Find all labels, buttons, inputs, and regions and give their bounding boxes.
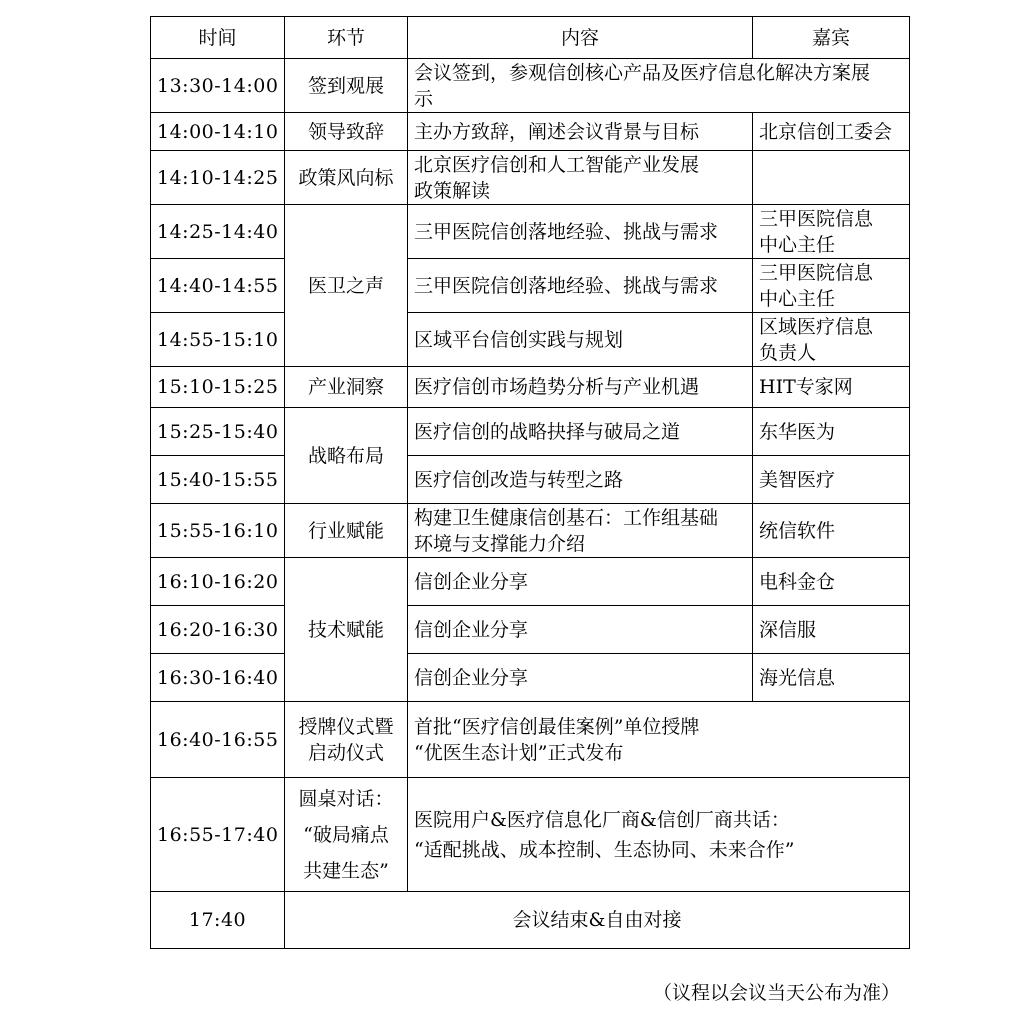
content-cell — [408, 456, 753, 504]
time-cell: 14:10-14:25 — [151, 151, 285, 205]
section-line: 启动仪式 — [307, 741, 384, 764]
content-line: 主办方致辞，阐述会议背景与目标 — [414, 120, 700, 143]
agenda-row — [151, 654, 910, 702]
section-cell: 领导致辞 — [285, 113, 408, 151]
guest-line: 北京信创工委会 — [759, 120, 893, 143]
content-line: 会议结束&自由对接 — [512, 909, 682, 931]
time-cell: 16:40-16:55 — [151, 702, 285, 778]
agenda-row — [151, 59, 910, 113]
guest-cell — [753, 367, 910, 408]
time-cell: 16:10-16:20 — [151, 558, 285, 606]
header-content: 内容 — [408, 17, 753, 59]
content-line: 信创企业分享 — [414, 666, 529, 689]
guest-cell — [753, 504, 910, 558]
guest-line: 海光信息 — [759, 666, 836, 689]
content-cell — [408, 654, 753, 702]
content-cell — [408, 205, 753, 259]
agenda-row — [151, 558, 910, 606]
content-cell — [408, 151, 753, 205]
guest-line: 统信软件 — [759, 519, 836, 542]
time-cell: 13:30-14:00 — [151, 59, 285, 113]
content-line: 北京医疗信创和人工智能产业发展 — [414, 153, 700, 176]
content-line: 医疗信创改造与转型之路 — [414, 468, 624, 491]
agenda-row — [151, 259, 910, 313]
section-cell: 行业赋能 — [285, 504, 408, 558]
guest-cell — [753, 313, 910, 367]
time-cell: 16:55-17:40 — [151, 778, 285, 892]
content-line: 示 — [414, 87, 434, 110]
guest-line: 东华医为 — [759, 420, 836, 443]
content-line: 区域平台信创实践与规划 — [414, 328, 624, 351]
section-cell — [285, 702, 408, 778]
content-line: 构建卫生健康信创基石：工作组基础 — [414, 506, 719, 529]
content-line: 会议签到，参观信创核心产品及医疗信息化解决方案展 — [414, 61, 871, 84]
guest-line: 深信服 — [759, 618, 817, 641]
content-line: 医院用户&医疗信息化厂商&信创厂商共话： — [414, 808, 790, 831]
guest-cell — [753, 456, 910, 504]
agenda-row — [151, 205, 910, 259]
section-cell: 签到观展 — [285, 59, 408, 113]
content-line: 首批“医疗信创最佳案例”单位授牌 — [414, 715, 700, 738]
agenda-row — [151, 408, 910, 456]
content-line: 政策解读 — [414, 179, 491, 202]
guest-line: 三甲医院信息 — [759, 207, 874, 230]
content-cell — [408, 59, 910, 113]
time-cell: 15:40-15:55 — [151, 456, 285, 504]
time-cell: 14:55-15:10 — [151, 313, 285, 367]
guest-line: 负责人 — [759, 341, 817, 364]
guest-cell — [753, 151, 910, 205]
agenda-row — [151, 113, 910, 151]
content-cell — [408, 113, 753, 151]
time-cell: 14:00-14:10 — [151, 113, 285, 151]
content-cell — [408, 778, 910, 892]
header-guest: 嘉宾 — [753, 17, 910, 59]
section-cell: 产业洞察 — [285, 367, 408, 408]
time-cell: 17:40 — [151, 892, 285, 949]
agenda-row — [151, 702, 910, 778]
content-cell — [408, 367, 753, 408]
content-cell — [408, 408, 753, 456]
content-line: “优医生态计划”正式发布 — [414, 741, 624, 764]
content-cell — [408, 702, 910, 778]
section-line: “破局痛点 — [303, 823, 389, 846]
guest-cell — [753, 408, 910, 456]
content-line: 信创企业分享 — [414, 570, 529, 593]
section-cell: 技术赋能 — [285, 558, 408, 702]
agenda-row — [151, 892, 910, 949]
content-line: 三甲医院信创落地经验、挑战与需求 — [414, 220, 719, 243]
guest-cell — [753, 654, 910, 702]
guest-cell — [753, 113, 910, 151]
time-cell: 15:25-15:40 — [151, 408, 285, 456]
content-line: 环境与支撑能力介绍 — [414, 532, 586, 555]
guest-line: 中心主任 — [759, 233, 836, 256]
content-line: 信创企业分享 — [414, 618, 529, 641]
agenda-note: （议程以会议当天公布为准） — [652, 982, 900, 1004]
section-cell: 医卫之声 — [285, 205, 408, 367]
agenda-row — [151, 367, 910, 408]
guest-line: 中心主任 — [759, 287, 836, 310]
content-line: 三甲医院信创落地经验、挑战与需求 — [414, 274, 719, 297]
guest-line: 电科金仓 — [759, 570, 836, 593]
agenda-row — [151, 504, 910, 558]
guest-line: 美智医疗 — [759, 468, 836, 491]
header-row — [151, 17, 910, 59]
agenda-row — [151, 778, 910, 892]
content-line: “适配挑战、成本控制、生态协同、未来合作” — [414, 838, 795, 861]
header-time: 时间 — [151, 17, 285, 59]
content-cell — [408, 606, 753, 654]
time-cell: 16:20-16:30 — [151, 606, 285, 654]
section-cell: 战略布局 — [285, 408, 408, 504]
content-cell — [408, 313, 753, 367]
agenda-row — [151, 151, 910, 205]
guest-cell — [753, 259, 910, 313]
content-cell — [285, 892, 910, 949]
guest-line: 三甲医院信息 — [759, 261, 874, 284]
time-cell: 15:55-16:10 — [151, 504, 285, 558]
guest-line: 区域医疗信息 — [759, 315, 874, 338]
guest-line: HIT专家网 — [759, 376, 853, 398]
section-line: 授牌仪式暨 — [298, 715, 394, 738]
agenda-row — [151, 456, 910, 504]
guest-cell — [753, 558, 910, 606]
guest-cell — [753, 606, 910, 654]
content-line: 医疗信创市场趋势分析与产业机遇 — [414, 376, 700, 398]
header-section: 环节 — [285, 17, 408, 59]
time-cell: 16:30-16:40 — [151, 654, 285, 702]
time-cell: 14:25-14:40 — [151, 205, 285, 259]
time-cell: 15:10-15:25 — [151, 367, 285, 408]
section-line: 圆桌对话： — [298, 787, 394, 810]
content-cell — [408, 558, 753, 606]
agenda-row — [151, 606, 910, 654]
content-cell — [408, 504, 753, 558]
agenda-table — [150, 16, 910, 949]
section-cell: 政策风向标 — [285, 151, 408, 205]
agenda-row — [151, 313, 910, 367]
time-cell: 14:40-14:55 — [151, 259, 285, 313]
section-line: 共建生态” — [303, 859, 389, 882]
section-cell — [285, 778, 408, 892]
content-line: 医疗信创的战略抉择与破局之道 — [414, 420, 681, 443]
content-cell — [408, 259, 753, 313]
guest-cell — [753, 205, 910, 259]
